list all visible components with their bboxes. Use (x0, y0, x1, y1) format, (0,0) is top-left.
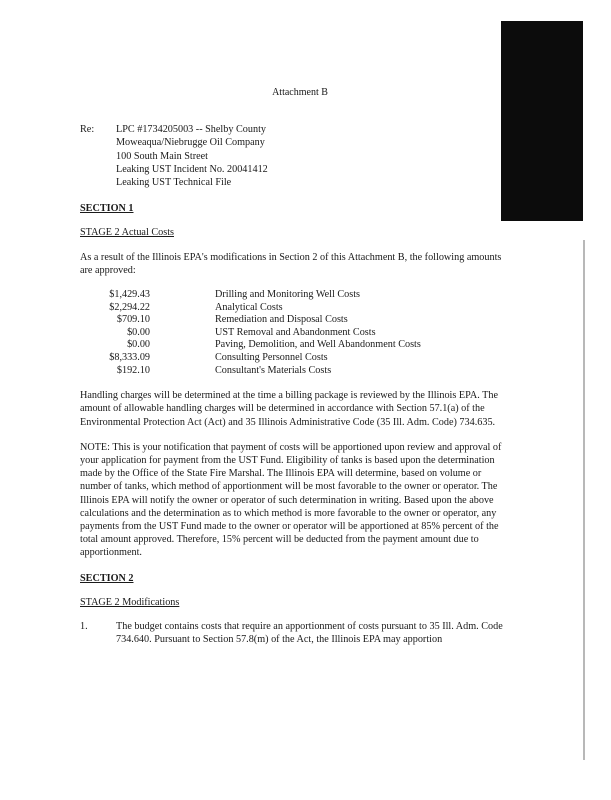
apportionment-note-paragraph: NOTE: This is your notification that payment of costs will be apportioned upon review and approval of your application for payment from the UST Fund. Eligibility of tanks is based upon the determination made by the Office of the State Fire Marshal. The Illinois EPA will determine, based on volume or number of tanks, which method of apportionment will be most favorable to the owner or operator. The Illinois EPA will notify the owner or operator of such determination in writing. Based upon the above calculations and the determination as to which method is more favorable to the owner or operator, any payments from the UST Fund made to the owner or operator will be apportioned at 85% percent of the total amount approved. Therefore, 15% percent will be deducted from the payment amount due to apportionment. (80, 441, 502, 559)
section-1-intro: As a result of the Illinois EPA's modifications in Section 2 of this Attachment B, the following amounts are approved: (80, 251, 502, 276)
cost-description: Paving, Demolition, and Well Abandonment Costs (215, 339, 421, 351)
re-label: Re: (80, 124, 95, 136)
handling-charges-paragraph: Handling charges will be determined at the time a billing package is reviewed by the Illinois EPA. The amount of allowable handling charges will be determined in accordance with Section 57.1(a) of the Environmental Protection Act (Act) and 35 Illinois Administrative Code (35 Ill. Adm. Code) 734.635. (80, 390, 498, 428)
approved-costs-table (100, 289, 421, 377)
section-1-subheading: STAGE 2 Actual Costs (80, 227, 174, 239)
cost-amount: $709.10 (116, 314, 150, 326)
table-row (100, 365, 421, 378)
re-lines (116, 123, 268, 189)
section-2-heading: SECTION 2 (80, 572, 134, 584)
table-row (100, 302, 421, 315)
table-row (100, 289, 421, 302)
cost-description: UST Removal and Abandonment Costs (215, 326, 376, 338)
cost-amount: $1,429.43 (109, 289, 150, 301)
re-line: Leaking UST Technical File (116, 177, 232, 189)
table-row (100, 314, 421, 327)
modification-text: The budget contains costs that require an apportionment of costs pursuant to 35 Ill. Adm. Code 734.640. Pursuant to Section 57.8(m) of the Act, the Illinois EPA may apportion (116, 621, 503, 646)
re-block (80, 123, 510, 189)
modification-number: 1. (80, 621, 88, 633)
cost-amount: $2,294.22 (109, 301, 150, 313)
document-page (80, 86, 510, 646)
cost-description: Analytical Costs (215, 301, 283, 313)
re-line: Leaking UST Incident No. 20041412 (116, 163, 268, 175)
table-row (100, 327, 421, 340)
cost-amount: $0.00 (127, 339, 150, 351)
cost-description: Consultant's Materials Costs (215, 364, 332, 376)
re-line: Moweaqua/Niebrugge Oil Company (116, 137, 265, 149)
cost-amount: $0.00 (127, 326, 150, 338)
cost-description: Drilling and Monitoring Well Costs (215, 289, 361, 301)
re-line: 100 South Main Street (116, 150, 208, 162)
attachment-title: Attachment B (272, 87, 328, 98)
table-row (100, 339, 421, 352)
cost-amount: $192.10 (116, 364, 150, 376)
section-2-subheading: STAGE 2 Modifications (80, 596, 180, 608)
scan-edge-mark (583, 240, 585, 760)
modification-item (80, 620, 510, 646)
re-line: LPC #1734205003 -- Shelby County (116, 124, 266, 136)
scan-redaction-block (501, 21, 583, 221)
table-row (100, 352, 421, 365)
cost-description: Remediation and Disposal Costs (215, 314, 348, 326)
cost-amount: $8,333.09 (109, 352, 150, 363)
cost-description: Consulting Personnel Costs (215, 352, 328, 363)
section-1-heading: SECTION 1 (80, 203, 134, 215)
